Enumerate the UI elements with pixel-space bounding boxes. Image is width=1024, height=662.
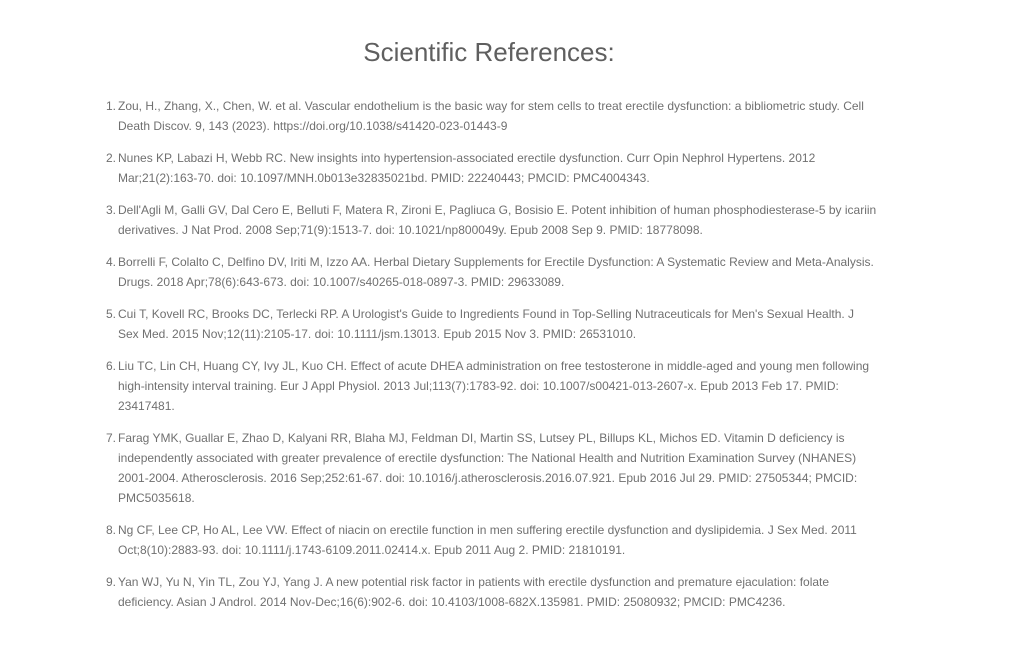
reference-number: 8. [105,523,116,537]
reference-text: Nunes KP, Labazi H, Webb RC. New insights into hypertension-associated erectile dysfunction. Curr Opin Nephrol Hypertens. 2012 Mar;21(2):163-70. doi: 10.1097/MNH.0b013e32835021bd. PMID: 22240443; PMCID: PMC4004343. [118,151,816,185]
reference-number: 3. [105,203,116,217]
reference-text: Liu TC, Lin CH, Huang CY, Ivy JL, Kuo CH. Effect of acute DHEA administration on free testosterone in middle-aged and young men following high-intensity interval training. Eur J Appl Physiol. 2013 Jul;113(7):1783-92. doi: 10.1007/s00421-013-2607-x. Epub 2013 Feb 17. PMID: 23417481. [118,359,870,413]
reference-text: Yan WJ, Yu N, Yin TL, Zou YJ, Yang J. A new potential risk factor in patients with erectile dysfunction and premature ejaculation: folate deficiency. Asian J Androl. 2014 Nov-Dec;16(6):902-6. doi: 10.4103/1008-682X.135981. PMID: 25080932; PMCID: PMC4236. [118,575,830,609]
reference-item [105,148,878,188]
reference-item [105,200,878,240]
reference-item [105,252,878,292]
reference-item [105,520,878,560]
reference-item [105,96,878,136]
reference-number: 5. [105,307,116,321]
page-title: Scientific References: [363,37,615,67]
reference-item [105,428,878,508]
reference-number: 4. [105,255,116,269]
reference-text: Borrelli F, Colalto C, Delfino DV, Iriti M, Izzo AA. Herbal Dietary Supplements for Erectile Dysfunction: A Systematic Review and Meta-Analysis. Drugs. 2018 Apr;78(6):643-673. doi: 10.1007/s40265-018-0897-3. PMID: 29633089. [118,255,874,289]
reference-number: 7. [105,431,116,445]
reference-item [105,356,878,416]
reference-text: Dell'Agli M, Galli GV, Dal Cero E, Belluti F, Matera R, Zironi E, Pagliuca G, Bosisio E. Potent inhibition of human phosphodiesterase-5 by icariin derivatives. J Nat Prod. 2008 Sep;71(9):1513-7. doi: 10.1021/np800049y. Epub 2008 Sep 9. PMID: 18778098. [118,203,877,237]
reference-text: Cui T, Kovell RC, Brooks DC, Terlecki RP. A Urologist's Guide to Ingredients Found in Top-Selling Nutraceuticals for Men's Sexual Health. J Sex Med. 2015 Nov;12(11):2105-17. doi: 10.1111/jsm.13013. Epub 2015 Nov 3. PMID: 26531010. [118,307,855,341]
reference-text: Zou, H., Zhang, X., Chen, W. et al. Vascular endothelium is the basic way for stem cells to treat erectile dysfunction: a bibliometric study. Cell Death Discov. 9, 143 (2023). https://doi.org/10.1038/s41420-023-01443-9 [118,99,864,133]
reference-text: Ng CF, Lee CP, Ho AL, Lee VW. Effect of niacin on erectile function in men suffering erectile dysfunction and dyslipidemia. J Sex Med. 2011 Oct;8(10):2883-93. doi: 10.1111/j.1743-6109.2011.02414.x. Epub 2011 Aug 2. PMID: 21810191. [118,523,857,557]
reference-list [105,96,878,624]
reference-number: 9. [105,575,116,589]
reference-text: Farag YMK, Guallar E, Zhao D, Kalyani RR, Blaha MJ, Feldman DI, Martin SS, Lutsey PL, Billups KL, Michos ED. Vitamin D deficiency is independently associated with greater prevalence of erectile dysfunction: The National Health and Nutrition Examination Survey (NHANES) 2001-2004. Atherosclerosis. 2016 Sep;252:61-67. doi: 10.1016/j.atherosclerosis.2016.07.921. Epub 2016 Jul 29. PMID: 27505344; PMCID: PMC5035618. [118,431,858,505]
reference-number: 6. [105,359,116,373]
reference-number: 2. [105,151,116,165]
reference-item [105,572,878,612]
reference-item [105,304,878,344]
reference-number: 1. [105,99,116,113]
